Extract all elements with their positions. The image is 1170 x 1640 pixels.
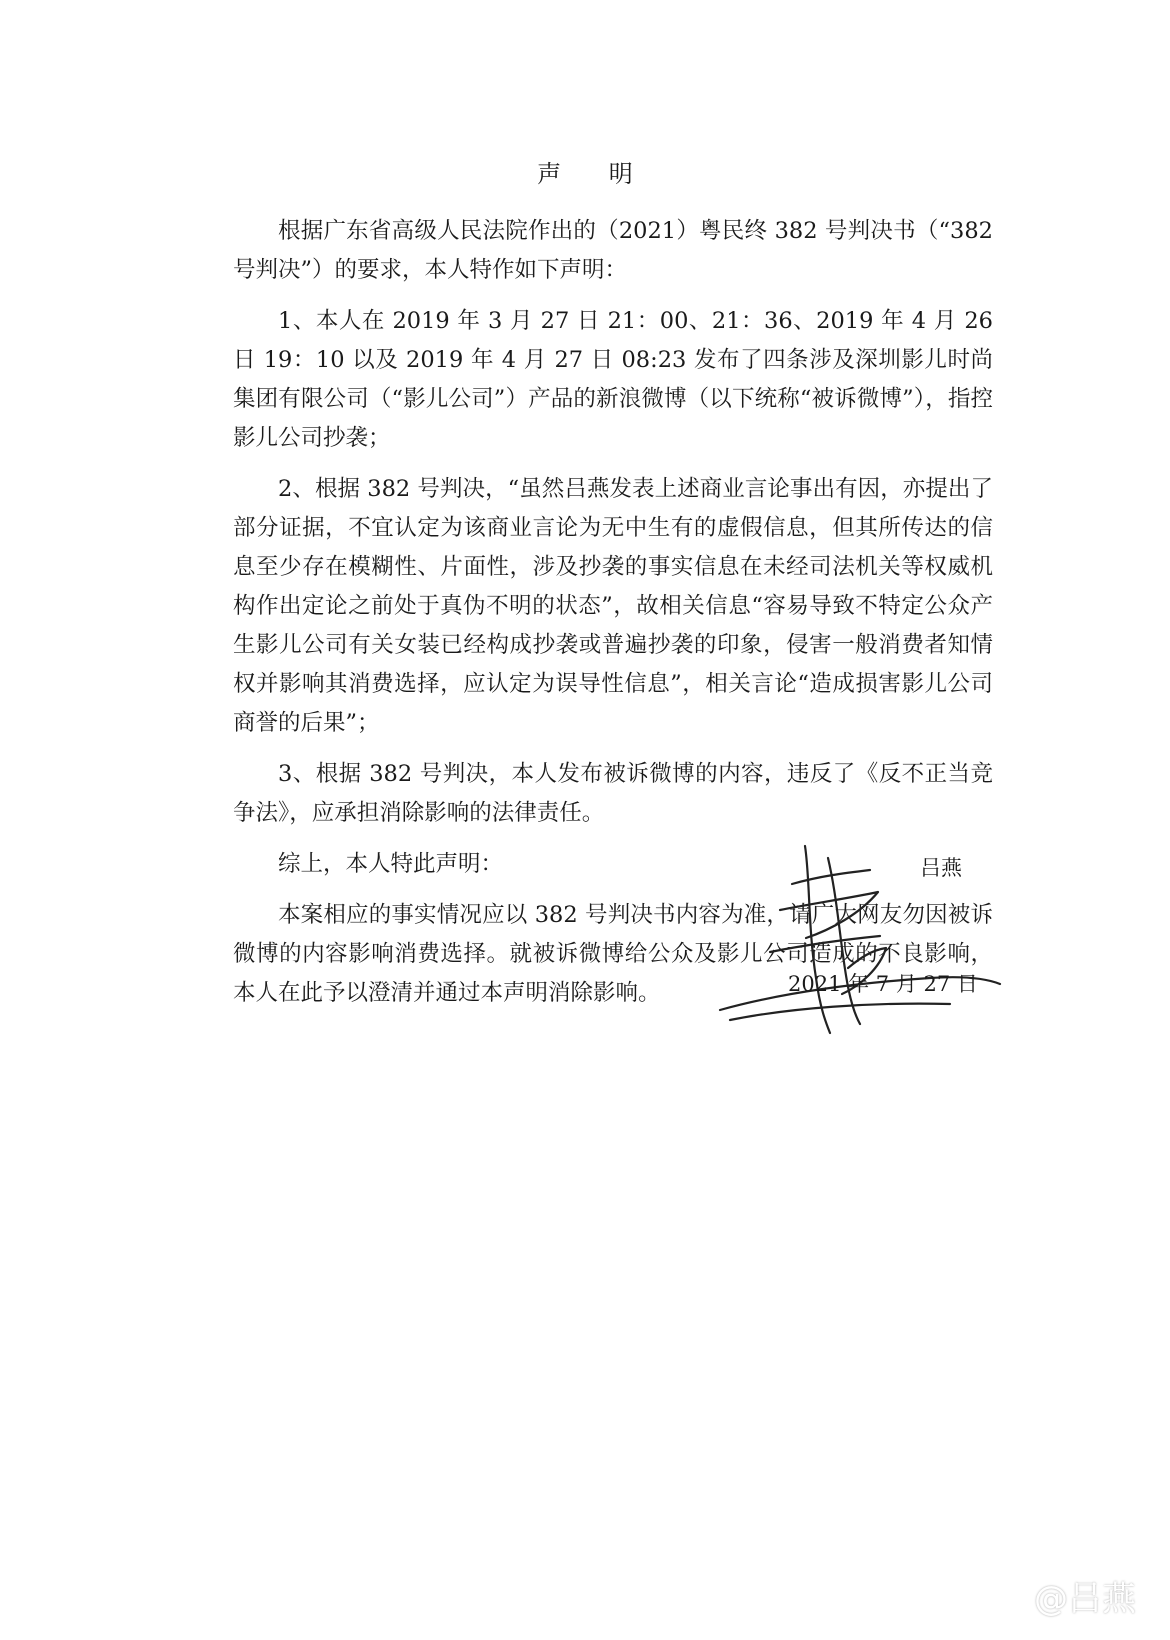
weibo-watermark — [988, 1571, 1136, 1620]
weibo-icon — [988, 1579, 1028, 1613]
watermark-text: @吕燕 — [1034, 1579, 1136, 1619]
paragraph-item-2: 2、根据 382 号判决，“虽然吕燕发表上述商业言论事出有因，亦提出了部分证据，不宜认定为该商业言论为无中生有的虚假信息，但其所传达的信息至少存在模糊性、片面性，涉及抄袭的事实信息在未经司法机关等权威机构作出定论之前处于真伪不明的状态”，故相关信息“容易导致不特定公众产生影儿公司有关女装已经构成抄袭或普遍抄袭的印象，侵害一般消费者知情权并影响其消费选择，应认定为误导性信息”，相关言论“造成损害影儿公司商誉的后果”； — [233, 476, 993, 736]
paragraph-item-1: 1、本人在 2019 年 3 月 27 日 21：00、21：36、2019 年 4 月 26 日 19：10 以及 2019 年 4 月 27 日 08:23 发布了四条涉及深圳影儿时尚集团有限公司（“影儿公司”）产品的新浪微博（以下统称“被诉微博”），指控影儿公司抄袭； — [233, 308, 993, 451]
paragraph-summary: 综上，本人特此声明： — [278, 851, 504, 877]
document-title: 声 明 — [537, 160, 653, 188]
paragraph-conclusion: 本案相应的事实情况应以 382 号判决书内容为准，请广大网友勿因被诉微博的内容影响消费选择。就被诉微博给公众及影儿公司造成的不良影响，本人在此予以澄清并通过本声明消除影响。 — [233, 902, 993, 1006]
signer-name: 吕燕 — [920, 856, 962, 880]
paragraph-item-3: 3、根据 382 号判决，本人发布被诉微博的内容，违反了《反不正当竞争法》，应承担消除影响的法律责任。 — [233, 761, 993, 826]
paragraph-intro: 根据广东省高级人民法院作出的（2021）粤民终 382 号判决书（“382 号判决”）的要求，本人特作如下声明： — [233, 218, 993, 283]
handwritten-signature — [710, 818, 1010, 1048]
signature-date: 2021 年 7 月 27 日 — [788, 972, 978, 996]
